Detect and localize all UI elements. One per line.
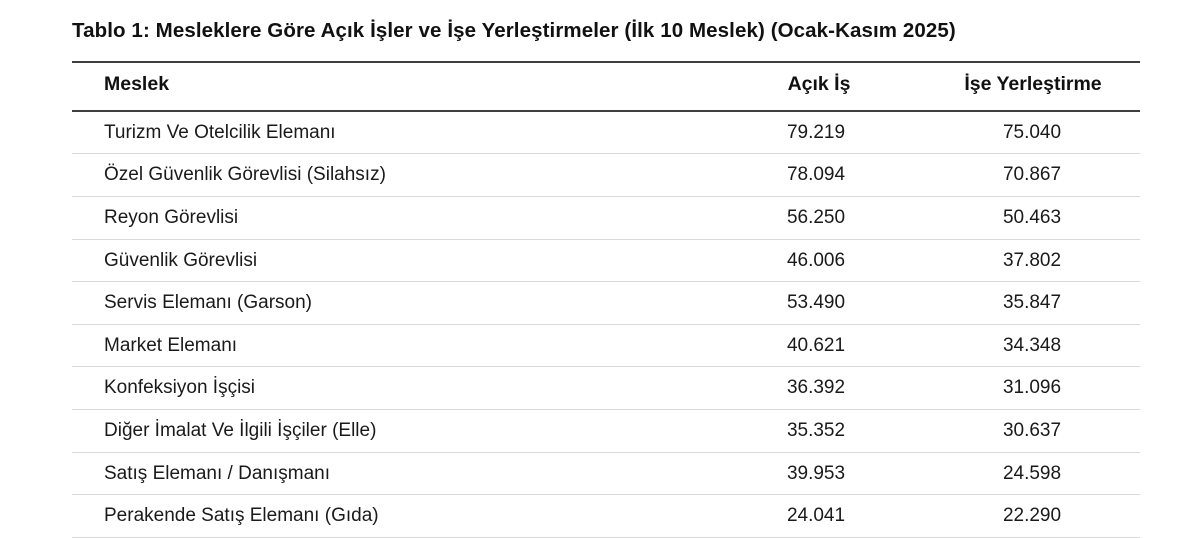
cell-placements: 31.096: [926, 367, 1140, 410]
cell-vacancies: 35.352: [712, 410, 926, 453]
cell-placements: 75.040: [926, 111, 1140, 154]
cell-placements: 70.867: [926, 154, 1140, 197]
cell-occupation: Reyon Görevlisi: [72, 196, 712, 239]
column-header-placements: İşe Yerleştirme: [926, 62, 1140, 111]
cell-vacancies: 78.094: [712, 154, 926, 197]
table-row: [72, 324, 1140, 367]
table-body: [72, 111, 1140, 538]
cell-occupation: Konfeksiyon İşçisi: [72, 367, 712, 410]
table-row: [72, 196, 1140, 239]
column-header-occupation: Meslek: [72, 62, 712, 111]
cell-occupation: Satış Elemanı / Danışmanı: [72, 452, 712, 495]
cell-occupation: Market Elemanı: [72, 324, 712, 367]
table-row: [72, 452, 1140, 495]
cell-vacancies: 56.250: [712, 196, 926, 239]
cell-vacancies: 53.490: [712, 282, 926, 325]
cell-occupation: Diğer İmalat Ve İlgili İşçiler (Elle): [72, 410, 712, 453]
table-row: [72, 410, 1140, 453]
cell-occupation: Turizm Ve Otelcilik Elemanı: [72, 111, 712, 154]
cell-occupation: Güvenlik Görevlisi: [72, 239, 712, 282]
cell-vacancies: 40.621: [712, 324, 926, 367]
cell-occupation: Özel Güvenlik Görevlisi (Silahsız): [72, 154, 712, 197]
cell-placements: 50.463: [926, 196, 1140, 239]
cell-placements: 37.802: [926, 239, 1140, 282]
cell-placements: 35.847: [926, 282, 1140, 325]
cell-vacancies: 36.392: [712, 367, 926, 410]
table-row: [72, 495, 1140, 538]
cell-placements: 30.637: [926, 410, 1140, 453]
table-row: [72, 239, 1140, 282]
cell-vacancies: 46.006: [712, 239, 926, 282]
table-header-row: [72, 62, 1140, 111]
table-row: [72, 111, 1140, 154]
table-title: Tablo 1: Mesleklere Göre Açık İşler ve İşe Yerleştirmeler (İlk 10 Meslek) (Ocak-Kasım 2025): [72, 19, 956, 42]
table-row: [72, 154, 1140, 197]
occupations-table: [72, 61, 1140, 538]
cell-placements: 22.290: [926, 495, 1140, 538]
cell-occupation: Perakende Satış Elemanı (Gıda): [72, 495, 712, 538]
cell-placements: 34.348: [926, 324, 1140, 367]
cell-occupation: Servis Elemanı (Garson): [72, 282, 712, 325]
table-header: [72, 62, 1140, 111]
cell-vacancies: 79.219: [712, 111, 926, 154]
table-row: [72, 367, 1140, 410]
table-row: [72, 282, 1140, 325]
cell-vacancies: 24.041: [712, 495, 926, 538]
column-header-vacancies: Açık İş: [712, 62, 926, 111]
cell-vacancies: 39.953: [712, 452, 926, 495]
cell-placements: 24.598: [926, 452, 1140, 495]
